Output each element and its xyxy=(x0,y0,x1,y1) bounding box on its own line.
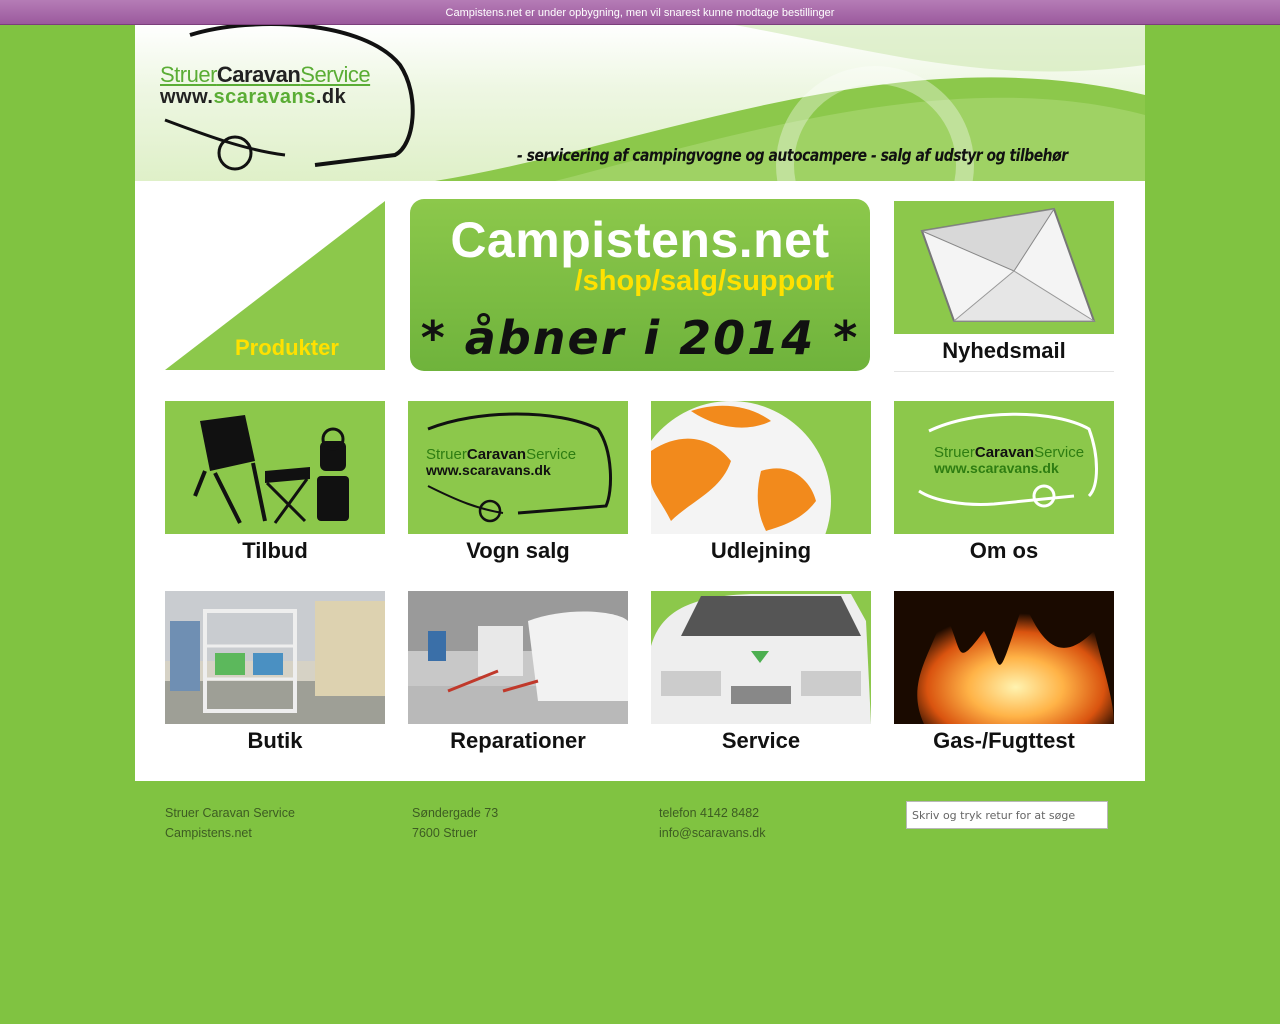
tile-nyhedsmail[interactable] xyxy=(894,201,1114,371)
tile-butik[interactable] xyxy=(165,591,385,761)
banner-title: Campistens.net xyxy=(450,212,830,268)
van-photo xyxy=(651,591,871,724)
tile-label-tilbud: Tilbud xyxy=(165,535,385,571)
tile-label-nyhedsmail: Nyhedsmail xyxy=(894,335,1114,372)
footer-phone: telefon 4142 8482 xyxy=(659,806,760,820)
logo-word-service: Service xyxy=(300,62,371,87)
banner-subtitle: /shop/salg/support xyxy=(574,265,834,297)
site-header xyxy=(135,25,1145,181)
tile-udlejning[interactable] xyxy=(651,401,871,571)
tile-tilbud[interactable] xyxy=(165,401,385,571)
logo-url-domain: scaravans xyxy=(213,86,316,108)
globe-icon xyxy=(651,401,871,534)
footer-address xyxy=(412,803,498,843)
logo-url xyxy=(160,86,346,109)
logo-url-prefix: www. xyxy=(160,86,214,108)
flame-photo xyxy=(894,591,1114,724)
search-input[interactable] xyxy=(906,801,1108,829)
footer-contact xyxy=(659,803,766,843)
tile-vogn-salg[interactable] xyxy=(408,401,628,571)
tile-label-produkter: Produkter xyxy=(235,335,339,360)
banner-opening: * åbner i 2014 * xyxy=(420,311,860,365)
svg-text:www.scaravans.dk: www.scaravans.dk xyxy=(426,462,551,478)
tile-label-butik: Butik xyxy=(165,725,385,761)
svg-text:StruerCaravanService: StruerCaravanService xyxy=(934,444,1085,461)
footer-city: 7600 Struer xyxy=(412,826,478,840)
logo-word-caravan: Caravan xyxy=(216,62,301,87)
footer-company xyxy=(165,803,295,843)
page-container xyxy=(135,25,1145,781)
caravan-logo-icon xyxy=(894,401,1114,534)
workshop-photo xyxy=(408,591,628,724)
logo-word-struer: Struer xyxy=(160,62,217,87)
footer-company-site: Campistens.net xyxy=(165,826,252,840)
tile-label-vogn-salg: Vogn salg xyxy=(408,535,628,571)
tile-service[interactable] xyxy=(651,591,871,761)
svg-text:www.scaravans.dk: www.scaravans.dk xyxy=(934,460,1059,476)
tile-label-reparationer: Reparationer xyxy=(408,725,628,761)
tile-label-gas-fugttest: Gas-/Fugttest xyxy=(894,725,1114,761)
caravan-logo-icon xyxy=(408,401,628,534)
shop-shelves-photo xyxy=(165,591,385,724)
tile-produkter[interactable] xyxy=(165,201,385,371)
camping-chairs-icon xyxy=(165,401,385,534)
campistens-banner[interactable] xyxy=(410,199,870,371)
tile-label-udlejning: Udlejning xyxy=(651,535,871,571)
logo-url-tld: .dk xyxy=(315,86,347,108)
tile-label-service: Service xyxy=(651,725,871,761)
svg-text:StruerCaravanService: StruerCaravanService xyxy=(426,446,577,463)
header-tagline: - servicering af campingvogne og autocampere - salg af udstyr og tilbehør xyxy=(517,146,1068,166)
tile-reparationer[interactable] xyxy=(408,591,628,761)
tile-om-os[interactable] xyxy=(894,401,1114,571)
tile-label-om-os: Om os xyxy=(894,535,1114,571)
footer-email[interactable]: info@scaravans.dk xyxy=(659,826,766,840)
envelope-icon xyxy=(894,201,1114,334)
tile-gas-fugttest[interactable] xyxy=(894,591,1114,761)
logo-link[interactable] xyxy=(160,62,370,88)
notice-bar: Campistens.net er under opbygning, men vil snarest kunne modtage bestillinger xyxy=(0,0,1280,25)
footer-street: Søndergade 73 xyxy=(412,806,499,820)
footer-company-name: Struer Caravan Service xyxy=(165,806,295,820)
